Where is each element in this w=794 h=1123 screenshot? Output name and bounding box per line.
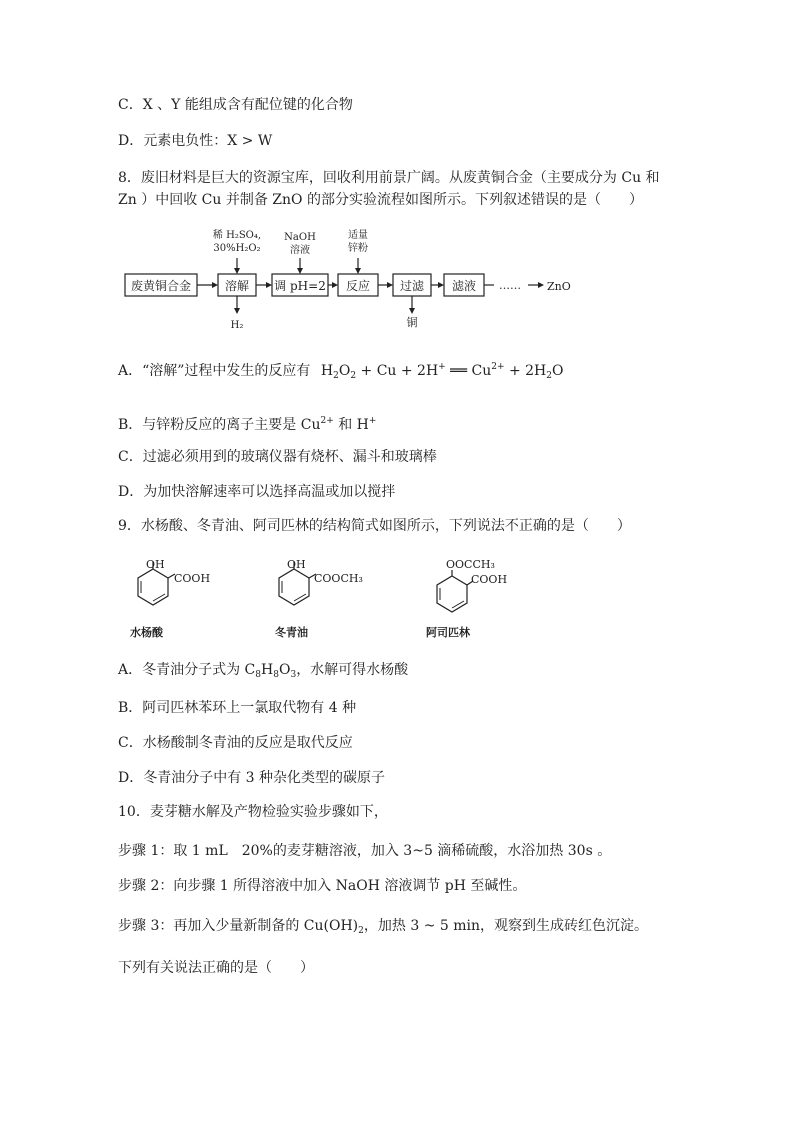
q10-step-3: 步骤 3：再加入少量新制备的 $Cu(OH)_2$，加热 3 ~ 5 min，观察到生成砖红色沉淀。: [118, 918, 649, 936]
reagent-ph-2: 溶液: [290, 245, 310, 256]
q9-option-a: A．冬青油分子式为 $C_8H_8O_3$，水解可得水杨酸: [118, 662, 409, 680]
svg-text:废黄铜合金: 废黄铜合金: [130, 279, 192, 293]
q8-option-a: A．“溶解”过程中发生的反应有 $H_2O_2 + Cu + 2H^+$ ══ $Cu^{2+} + 2H_2O$: [118, 362, 564, 381]
q9-option-d: D．冬青油分子中有 3 种杂化类型的碳原子: [118, 770, 386, 786]
reagent-react-1: 适量: [348, 230, 368, 241]
reagent-dissolve-1: 稀 H₂SO₄,: [212, 230, 262, 241]
out-copper: 铜: [406, 316, 418, 329]
reagent-dissolve-2: 30%H₂O₂: [213, 243, 261, 254]
svg-text:滤液: 滤液: [451, 279, 477, 293]
q7-option-c: C．X 、Y 能组成含有配位键的化合物: [118, 97, 353, 113]
flow-dots: ……: [499, 279, 521, 292]
flow-final-zno: ZnO: [547, 280, 571, 293]
reagent-ph-1: NaOH: [284, 232, 316, 243]
q10-step-1: 步骤 1：取 1 mL 20%的麦芽糖溶液，加入 3~5 滴稀硫酸，水浴加热 30s 。: [118, 843, 612, 859]
svg-text:COOH: COOH: [471, 573, 508, 586]
svg-text:OH: OH: [146, 558, 165, 571]
q9-option-b: B．阿司匹林苯环上一氯取代物有 4 种: [118, 700, 357, 716]
q9-option-c: C．水杨酸制冬青油的反应是取代反应: [118, 735, 353, 751]
q10-stem: 10．麦芽糖水解及产物检验实验步骤如下，: [118, 804, 388, 820]
structure-wintergreen-oil: [275, 558, 363, 639]
q8-option-d: D．为加快溶解速率可以选择高温或加以搅拌: [118, 484, 396, 500]
svg-text:反应: 反应: [345, 279, 371, 293]
svg-text:溶解: 溶解: [224, 279, 250, 293]
svg-text:COOCH₃: COOCH₃: [314, 572, 363, 585]
label-salicylic-acid: 水杨酸: [130, 626, 163, 639]
svg-text:COOH: COOH: [174, 572, 211, 585]
q7-option-d: D．元素电负性：X > W: [118, 133, 273, 149]
label-wintergreen-oil: 冬青油: [275, 626, 308, 639]
label-aspirin: 阿司匹林: [426, 626, 470, 639]
q8-option-c: C．过滤必须用到的玻璃仪器有烧杯、漏斗和玻璃棒: [118, 449, 437, 465]
svg-text:调 pH=2: 调 pH=2: [274, 279, 326, 293]
q8-option-b: B．与锌粉反应的离子主要是 $Cu^{2+}$ 和 H+: [118, 416, 377, 433]
reagent-react-2: 锌粉: [348, 243, 368, 254]
q8-stem-line1: 8．废旧材料是巨大的资源宝库，回收利用前景广阔。从废黄铜合金（主要成分为 Cu 和: [118, 170, 660, 186]
q10-step-2: 步骤 2：向步骤 1 所得溶液中加入 NaOH 溶液调节 pH 至碱性。: [118, 878, 527, 894]
q9-stem: 9．水杨酸、冬青油、阿司匹林的结构简式如图所示，下列说法不正确的是（ ）: [118, 518, 631, 534]
svg-text:过滤: 过滤: [399, 279, 425, 293]
structure-salicylic-acid: [130, 558, 210, 639]
q8-stem-line2: Zn ）中回收 Cu 并制备 ZnO 的部分实验流程如图所示。下列叙述错误的是（ ）: [118, 192, 643, 208]
q10-question: 下列有关说法正确的是（ ）: [118, 960, 314, 976]
out-hydrogen: H₂: [230, 320, 244, 331]
structure-aspirin: [426, 558, 507, 639]
svg-text:OOCCH₃: OOCCH₃: [446, 558, 495, 571]
svg-text:OH: OH: [287, 558, 306, 571]
